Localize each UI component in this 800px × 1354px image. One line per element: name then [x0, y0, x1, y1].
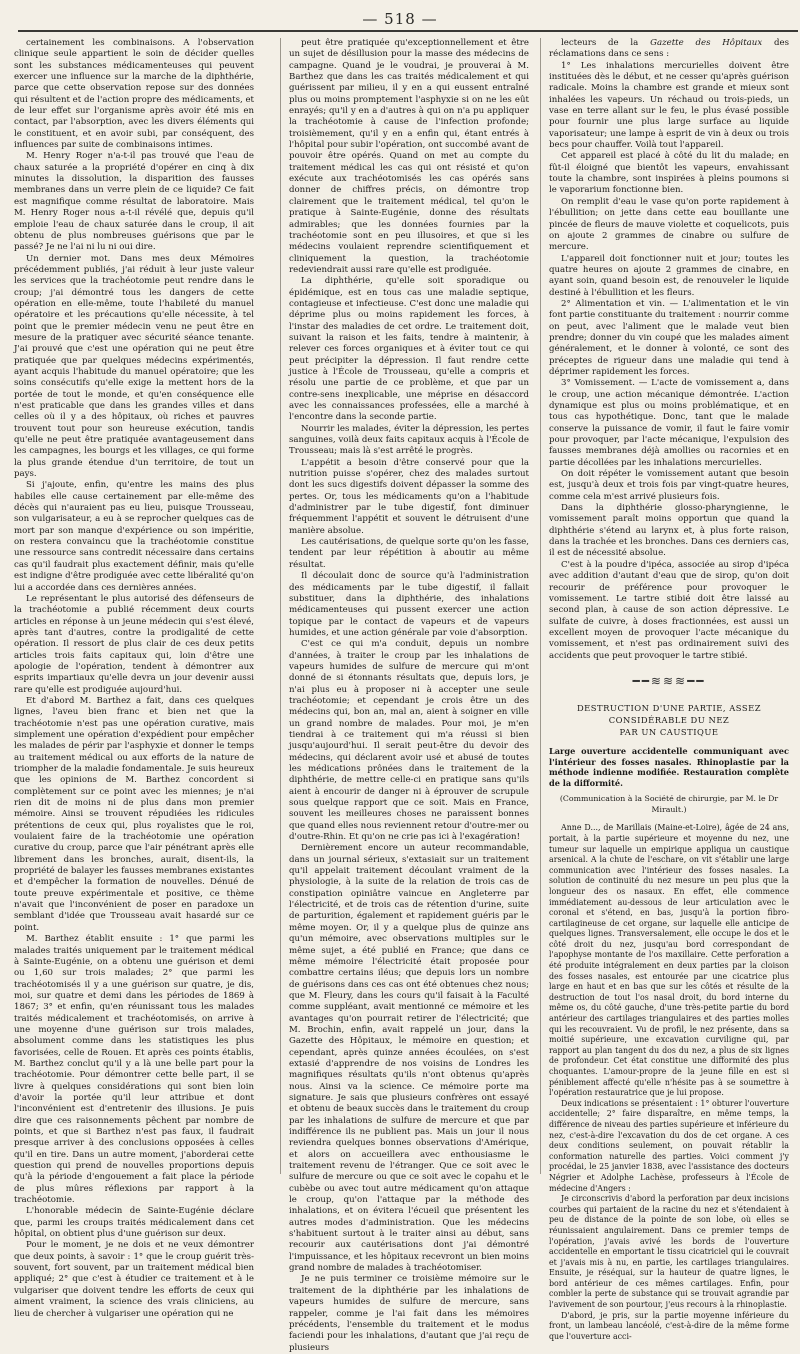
- paragraph: Nourrir les malades, éviter la dépression, les pertes sanguines, voilà deux faits capitaux acquis à l'École de Trousseau; mais là s'est arrêté le progrès.: [289, 423, 529, 457]
- paragraph: L'appareil doit fonctionner nuit et jour; toutes les quatre heures on ajoute 2 grammes de cinabre, en ayant soin, quand besoin est, de renouveler le liquide destiné à l'ébullition et les fleurs.: [549, 253, 789, 298]
- section-title: DESTRUCTION D'UNE PARTIE, ASSEZ CONSIDÉRABLE DU NEZ: [576, 703, 762, 725]
- paragraph: C'est ce qui m'a conduit, depuis un nombre d'années, à traiter le croup par les inhalations de vapeurs humides de sulfure de mercure qui m'ont donné de si étonnants résultats que, depuis lors, je n'ai plus eu à proposer ni à accepter une seule trachéotomie; et cependant je crois être un des médecins qui, bon an, mal an, aient à soigner en ville un grand nombre de malades. Pour moi, je m'en tiendrai à ce traitement qui m'a réussi si bien jusqu'aujourd'hui. Il serait peut-être du devoir des médecins, qui déclarent avoir usé et abusé de toutes les médications prônées dans le traitement de la diphthérie, de mettre celle-ci en pratique sans qu'ils aient à encourir de danger ni à éprouver de scrupule sous quelque rapport que ce soit. Mais en France, souvent les meilleures choses ne paraissent bonnes que quand elles nous reviennent retour d'outre-mer ou d'outre-Rhin. Et qu'on ne crie pas ici à l'exagération!: [289, 639, 529, 843]
- column-divider: [540, 38, 541, 1174]
- column-middle: [289, 38, 529, 1353]
- page-number: — 518 —: [362, 10, 438, 28]
- column-left: [14, 38, 254, 1319]
- text-run: lecteurs de la: [561, 38, 651, 48]
- paragraph: Cet appareil est placé à côté du lit du malade; en fût-il éloigné que bientôt les vapeurs, envahissant toute la chambre, sont inspirées à pleins poumons si le vaporarium fonctionne bien.: [549, 151, 789, 196]
- paragraph: C'est à la poudre d'ipéca, associée au sirop d'ipéca avec addition d'autant d'eau que de sirop, qu'on doit recourir de préférence pour provoquer le vomissement. Le tartre stibié doit être laissé au second plan, à cause de son action dépressive. Le sulfate de cuivre, à doses fractionnées, est aussi un excellent moyen de provoquer l'acte mécanique du vomissement, et n'est pas ordinairement suivi des accidents que peut provoquer le tartre stibié.: [549, 559, 789, 661]
- section-abstract: Large ouverture accidentelle communiquant avec l'intérieur des fosses nasales. Rhinoplastie par la méthode indienne modifiée. Restauration complète de la difformité.: [549, 746, 789, 789]
- communication-note: (Communication à la Société de chirurgie, par M. le Dr Mirault.): [559, 793, 779, 814]
- paragraph: L'appétit a besoin d'être conservé pour que la nutrition puisse s'opérer, chez des malades surtout dont les sucs digestifs doivent dépasser la somme des pertes. Or, tous les médicaments qu'on a l'habitude d'administrer par le tube digestif, font diminuer fréquemment l'appétit et souvent le détruisent d'une manière absolue.: [289, 457, 529, 536]
- article-body: [549, 823, 789, 1342]
- paragraph: M. Henry Roger n'a-t-il pas trouvé que l'eau de chaux saturée a la propriété d'opérer en cinq à dix minutes la dissolution, la disparition des fausses membranes dans un verre plein de ce liquide? Ce fait est magnifique comme résultat de laboratoire. Mais M. Henry Roger nous a-t-il révélé que, depuis qu'il emploie l'eau de chaux saturée dans le croup, il ait obtenu de plus nombreuses guérisons que par le passé? Je ne l'ai ni lu ni oui dire.: [14, 151, 254, 253]
- paragraph: Il découlait donc de source qu'à l'administration des médicaments par le tube digestif, il fallait substituer, dans la diphthérie, des inhalations médicamenteuses qui pussent exercer une action topique par le contact de vapeurs et de vapeurs humides, et une action générale par voie d'absorption.: [289, 571, 529, 638]
- paragraph: L'honorable médecin de Sainte-Eugénie déclare que, parmi les croups traités médicalement dans cet hôpital, on obtient plus d'une guérison sur deux.: [14, 1206, 254, 1240]
- paragraph: M. Barthez établit ensuite : 1° que parmi les malades traités uniquement par le traitement médical à Sainte-Eugénie, on a obtenu une guérison et demi ou 1,60 sur trois malades; 2° que parmi les trachéotomisés il y a une guérison sur quatre, je dis, moi, sur quatre et demi dans les périodes de 1869 à 1867; 3° et enfin, qu'en réunissant tous les malades traités médicalement et trachéotomisés, on arrive à une moyenne d'une guérison sur trois malades, absolument comme dans les statistiques les plus favorisées, celle de Rouen. Et après ces points établis, M. Barthez conclut qu'il y a là une belle part pour la trachéotomie. Pour démontrer cette belle part, il se livre à quelques considérations qui sont bien loin d'avoir la portée qu'il leur attribue et dont l'inconvénient est d'entretenir des illusions. Je puis dire que ces raisonnements pêchent par nombre de points, et que si Barthez n'est pas faux, il faudrait presque arriver à des conclusions opposées à celles qu'il en tire. Dans un autre moment, j'aborderai cette question qui prend de nouvelles proportions depuis qu'à la période d'engouement a fait place la période de plus mûres réflexions par rapport à la trachéotomie.: [14, 934, 254, 1206]
- paragraph: Les cautérisations, de quelque sorte qu'on les fasse, tendent par leur répétition à aboutir au même résultat.: [289, 537, 529, 570]
- paragraph: Si j'ajoute, enfin, qu'entre les mains des plus habiles elle cause certainement par elle-même des décès qui n'auraient pas eu lieu, puisque Trousseau, son vulgarisateur, a eu à se reprocher quelques cas de mort par son manque d'expérience ou son impéritie, on restera convaincu que la trachéotomie constitue une ressource sans contredit nécessaire dans certains cas qu'il faudrait plus exactement définir, mais qu'elle est indigne d'être prodiguée avec cette libéralité qu'on lui a accordée dans ces dernières années.: [14, 480, 254, 593]
- paragraph: D'abord, je pris, sur la partie moyenne inférieure du front, un lambeau lancéolé, c'est-à-dire de la même forme que l'ouverture acci-: [549, 1310, 789, 1341]
- paragraph: [549, 38, 789, 61]
- paragraph: Pour le moment, je ne dois et ne veux démontrer que deux points, à savoir : 1° que le croup guérit très-souvent, fort souvent, par un traitement médical bien appliqué; 2° que c'est à étudier ce traitement et à le vulgariser que doivent tendre les efforts de ceux qui aiment vraiment, la science des vrais cliniciens, au lieu de chercher à vulgariser une opération qui ne: [14, 1240, 254, 1319]
- journal-title: Gazette des Hôpitaux: [650, 38, 763, 48]
- paragraph: Dans la diphthérie glosso-pharyngienne, le vomissement paraît moins opportun que quand la diphthérie s'étend au larynx et, à plus forte raison, dans la trachée et les bronches. Dans ces derniers cas, il est de nécessité absolue.: [549, 503, 789, 559]
- paragraph: peut être pratiquée qu'exceptionnellement et être un sujet de désillusion pour la masse des médecins de campagne. Quand je le voudrai, je prouverai à M. Barthez que dans les cas traités médicalement et qui guérissent par milieu, il y en a qui eussent entraîné plus ou moins promptement l'asphyxie si on ne les eût enrayés; qu'il y en a d'autres à qui on n'a pu appliquer la trachéotomie à cause de l'infection profonde; troisièmement, qu'il y en a enfin qui, étant entrés à l'hôpital pour subir l'opération, ont succombé avant de pouvoir être opérés. Quand on met au compte du traitement médical les cas qui ont résisté et qu'on exécute aux trachéotomisés les cas opérés sans donner de chiffres précis, on démontre trop clairement que le traitement médical, tel qu'on le pratique à Sainte-Eugénie, donne des résultats admirables; que les données fournies par la trachéotomie sont en peu illusoires, et que si les médecins voulaient reprendre scientifiquement et cliniquement la question, la trachéotomie redeviendrait aussi rare qu'elle est prodiguée.: [289, 38, 529, 275]
- column-divider: [280, 38, 281, 1174]
- paragraph: On remplit d'eau le vase qu'on porte rapidement à l'ébullition; on jette dans cette eau bouillante une pincée de fleurs de mauve violette et coquelicots, puis on ajoute 2 grammes de cinabre ou sulfure de mercure.: [549, 196, 789, 253]
- paragraph: Le représentant le plus autorisé des défenseurs de la trachéotomie a publié récemment deux courts articles en réponse à un jeune médecin qui s'est élevé, après tant d'autres, contre la prodigalité de cette opération. Il ressort de plus clair de ces deux petits articles trois faits capitaux qui, loin d'être une apologie de l'opération, tendent à démontrer aux esprits impartiaux qu'elle devra un jour devenir aussi rare qu'elle est prodiguée aujourd'hui.: [14, 593, 254, 695]
- section-ornament: ━━≋≋≋━━: [632, 673, 706, 688]
- paragraph: La diphthérie, qu'elle soit sporadique ou épidémique, est en tous cas une maladie septique, contagieuse et infectieuse. C'est donc une maladie qui déprime plus ou moins rapidement les forces, à l'instar des maladies de cet ordre. Le traitement doit, suivant la raison et les faits, tendre à maintenir, à relever ces forces organiques et à éviter tout ce qui peut précipiter la dépression. Il faut rendre cette justice à l'École de Trousseau, qu'elle a compris et résolu une partie de ce problème, et que par un contre-sens inexplicable, une méprise en désaccord avec les connaissances professées, elle a marché à l'encontre dans la seconde partie.: [289, 276, 529, 423]
- column-right: [549, 38, 789, 1341]
- paragraph: 1° Les inhalations mercurielles doivent être instituées dès le début, et ne cesser qu'après guérison radicale. Moins la chambre est grande et mieux sont inhalées les vapeurs. Un réchaud ou trois-pieds, un vase en terre allant sur le feu, le plus évasé possible pour fournir une plus large surface au liquide vaporisateur; une lampe à esprit de vin à deux ou trois becs pour chauffer. Voilà tout l'appareil.: [549, 60, 789, 151]
- paragraph: Un dernier mot. Dans mes deux Mémoires précédemment publiés, j'ai réduit à leur juste valeur les services que la trachéotomie peut rendre dans le croup; j'ai démontré tous les dangers de cette opération en elle-même, toute l'habileté du manuel opératoire et les précautions qu'elle nécessite, à tel point que le premier médecin venu ne peut être en mesure de la pratiquer avec sécurité séance tenante. J'ai prouvé que c'est une opération qui ne peut être pratiquée que par quelques médecins expérimentés, ayant acquis l'habitude du manuel opératoire; que les soins consécutifs qu'elle exige la mettent hors de la portée de tout le monde, et qu'en conséquence elle n'est praticable que dans les grandes villes et dans celles où il y a des hôpitaux, où riches et pauvres trouvent tout pour son heureuse exécution, tandis qu'elle ne peut être pratiquée avantageusement dans les campagnes, les bourgs et les villages, ce qui forme la plus grande étendue d'un territoire, de tout un pays.: [14, 253, 254, 480]
- paragraph: 3° Vomissement. — L'acte de vomissement a, dans le croup, une action mécanique démontrée. L'action dynamique est plus ou moins problématique, et en tous cas hypothétique. Donc, tant que le malade conserve la puissance de vomir, il faut le faire vomir pour provoquer, par l'acte mécanique, l'expulsion des fausses membranes déjà amollies ou racornies et en partie décollées par les inhalations mercurielles.: [549, 378, 789, 468]
- paragraph: On doit répéter le vomissement autant que besoin est, jusqu'à deux et trois fois par vingt-quatre heures, comme cela m'est arrivé plusieurs fois.: [549, 469, 789, 502]
- paragraph: Et d'abord M. Barthez a fait, dans ces quelques lignes, l'aveu bien franc et bien net que la trachéotomie n'est pas une opération curative, mais simplement une opération d'expédient pour empêcher les malades de périr par l'asphyxie et donner le temps au traitement médical ou aux efforts de la nature de triompher de la maladie fondamentale. Je suis heureux que les opinions de M. Barthez concordent si complètement sur ce point avec les miennes; je n'ai rien dit de moins ni de plus dans mon premier mémoire. Ainsi se trouvent répudiées les ridicules prétentions de ceux qui, plus royalistes que le roi, voulaient faire de la trachéotomie une opération curative du croup, parce que l'air pénétrant après elle librement dans les bronches, aurait, disent-ils, la propriété de balayer les fausses membranes existantes et d'empêcher la formation de nouvelles. Dénué de toute preuve expérimentale et positive, ce thème n'avait que l'inconvénient de poser en paradoxe un semblant d'idée que Trousseau avait hasardé sur ce point.: [14, 695, 254, 933]
- header-rule: [18, 30, 798, 32]
- paragraph: Dernièrement encore un auteur recommandable, dans un journal sérieux, s'extasiait sur un traitement qu'il appelait traitement découlant vraiment de la physiologie, à la suite de la relation de trois cas de constipation opiniâtre vaincue en Angleterre par l'électricité, et de trois cas de rétention d'urine, suite de parturition, également et rapidement guéris par le même moyen. Or, il y a quelque plus de quinze ans qu'un mémoire, avec observations multiples sur le même sujet, a été publié en France; que dans ce même mémoire l'électricité était proposée pour combattre certains iléus; que depuis lors un nombre de guérisons dans ces cas ont été obtenues chez nous; que M. Fleury, dans les cours qu'il faisait à la Faculté comme suppléant, avait mentionné ce mémoire et les avantages qu'on pourrait retirer de l'électricité; que M. Brochin, enfin, avait rappelé un jour, dans la Gazette des Hôpitaux, le mémoire en question; et cependant, après quinze années écoulées, on s'est extasié d'apprendre de nos voisins de Londres les magnifiques résultats qu'ils n'ont obtenus qu'après nous. Ainsi va la science. Ce mémoire porte ma signature. Je sais que plusieurs confrères ont essayé et obtenu de beaux succès dans le traitement du croup par les inhalations de sulfure de mercure et que par indifférence ils ne publient pas. Mais un jour il nous reviendra quelques bonnes observations d'Amérique, et alors on accueillera avec enthousiasme le traitement revenu de l'étranger. Que ce soit avec le sulfure de mercure ou que ce soit avec le copahu et le cubèbe ou avec tout autre médicament qu'on attaque le croup, qu'on l'attaque par la méthode des inhalations, et on évitera l'écueil que présentent les autres modes d'administration. Que les médecins s'habituent surtout à le traiter ainsi au début, sans recourir aux cautérisations dont j'ai démontré l'impuissance, et les hôpitaux recevront un bien moins grand nombre de malades à trachéotomiser.: [289, 843, 529, 1274]
- paragraph: 2° Alimentation et vin. — L'alimentation et le vin font partie constituante du traitement : nourrir comme on peut, avec l'aliment que le malade veut bien prendre; donner du vin coupé que les malades aiment généralement, et le donner à volonté, ce sont des préceptes de rigueur dans une maladie qui tend à déprimer rapidement les forces.: [549, 298, 789, 377]
- paragraph: Je ne puis terminer ce troisième mémoire sur le traitement de la diphthérie par les inhalations de vapeurs humides de sulfure de mercure, sans rappeler, comme je l'ai fait dans les mémoires précédents, l'ensemble du traitement et le modus faciendi pour les inhalations, d'autant que j'ai reçu de plusieurs: [289, 1274, 529, 1353]
- text-run: des réclamations dans ce sens :: [549, 38, 789, 60]
- paragraph: certainement les combinaisons. A l'observation clinique seule appartient le soin de décider quelles sont les substances médicamenteuses qui peuvent exercer une influence sur la marche de la diphthérie, parce que cette observation repose sur des données qui résultent et de l'action propre des médicaments, et de leur effet sur l'organisme après avoir été mis en contact, par l'absorption, avec les divers éléments qui le constituent, et en avoir subi, par conséquent, des influences par suite de combinaisons intimes.: [14, 38, 254, 151]
- paragraph: Anne D..., de Marillais (Maine-et-Loire), âgée de 24 ans, portait, à la partie supérieure et moyenne du nez, une tumeur sur laquelle un empirique appliqua un caustique arsenical. A la chute de l'eschare, on vit s'établir une large communication avec l'intérieur des fosses nasales. La solution de continuité du nez mesure un peu plus que la longueur des os nasaux. En effet, elle commence immédiatement au-dessous de leur articulation avec le coronal et s'étend, en bas, jusqu'à la portion fibro-cartilagineuse de cet organe, sur laquelle elle anticipe de quelques lignes. Transversalement, elle occupe le dos et le côté droit du nez, jusqu'au bord correspondant de l'apophyse montante de l'os maxillaire. Cette perforation a été produite intégralement en deux parties par la cloison des fosses nasales, est entourée par une cicatrice plus large en haut et en bas que sur les côtés et résulte de la destruction de tout l'os nasal droit, du bord interne du même os, du côté gauche, d'une très-petite partie du bord antérieur des cartilages triangulaires et des parties molles qui les recouvraient. Vu de profil, le nez présente, dans sa moitié supérieure, une excavation curviligne qui, par rapport au plan tangent du dos du nez, a plus de six lignes de profondeur. Cet état constitue une difformité des plus choquantes. L'amour-propre de la jeune fille en est si péniblement affecté qu'elle n'hésite pas à se soumettre à l'opération restauratrice que je lui propose.: [549, 823, 789, 1098]
- section-subtitle: PAR UN CAUSTIQUE: [619, 726, 719, 737]
- paragraph: Je circonscrivis d'abord la perforation par deux incisions courbes qui partaient de la racine du nez et s'étendaient à peu de distance de la pointe de son lobe, où elles se réunissaient angulairement. Dans ce premier temps de l'opération, j'avais avivé les bords de l'ouverture accidentelle en emportant le tissu cicatriciel qui le couvrait et j'avais mis à nu, en partie, les cartilages triangulaires. Ensuite, je réséquai, sur la hauteur de quatre lignes, le bord antérieur de ces mêmes cartilages. Enfin, pour combler la perte de substance qui se trouvait agrandie par l'avivement de son pourtour, j'eus recours à la rhinoplastie.: [549, 1194, 789, 1310]
- paragraph: Deux indications se présentaient : 1° obturer l'ouverture accidentelle; 2° faire disparaître, en même temps, la différence de niveau des parties supérieure et inférieure du nez, c'est-à-dire l'excavation du dos de cet organe. A ces deux conditions seulement, on pouvait rétablir la conformation naturelle des parties. Voici comment j'y procédai, le 25 janvier 1838, avec l'assistance des docteurs Négrier et Adolphe Lachèse, professeurs à l'École de médecine d'Angers :: [549, 1098, 789, 1193]
